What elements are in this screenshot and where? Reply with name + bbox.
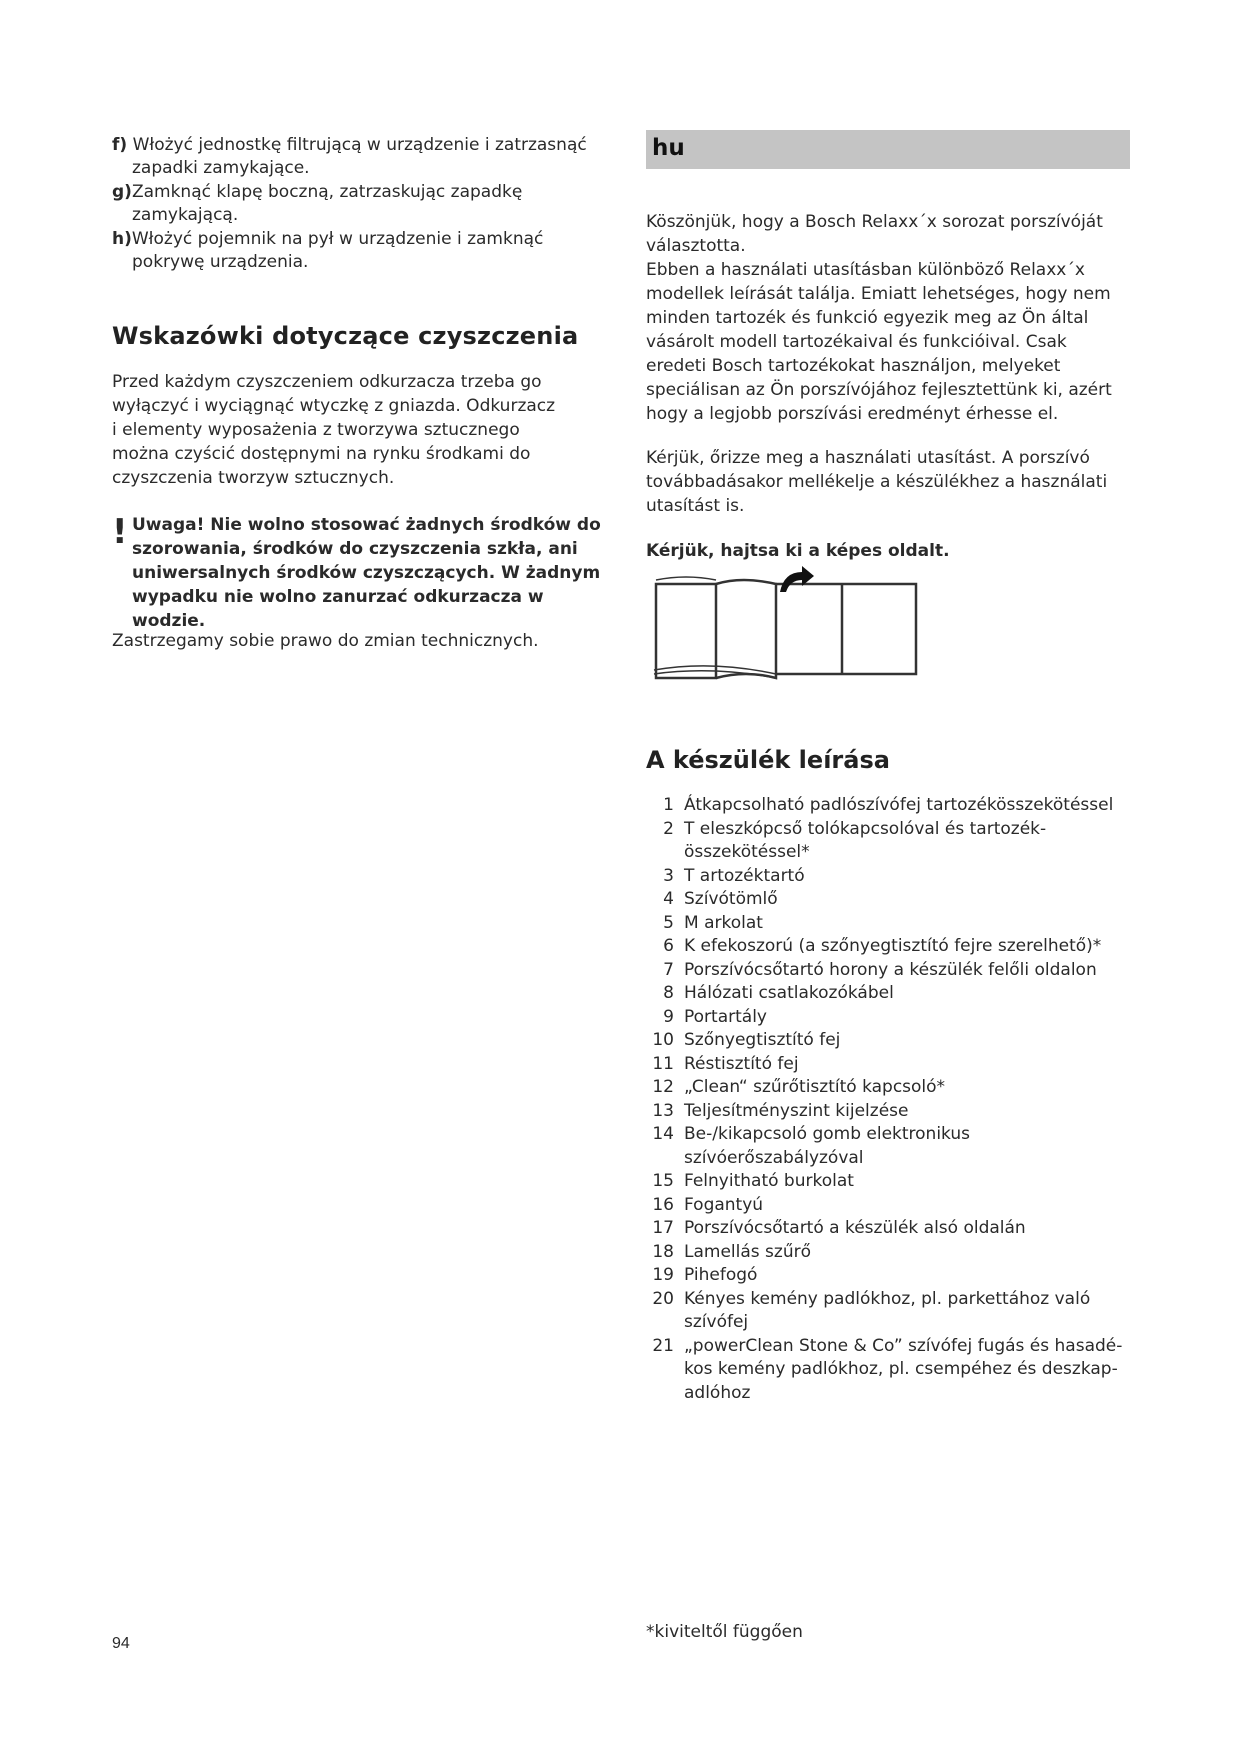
legend-item — [646, 1006, 1136, 1030]
legend-text: Felnyitható burkolat — [684, 1171, 854, 1191]
legend-number: 10 — [652, 1030, 674, 1050]
legend-text: összekötéssel* — [684, 842, 810, 862]
legend-item — [646, 1029, 1136, 1053]
curved-arrow-icon — [780, 566, 814, 592]
legend-text: Teljesítményszint kijelzése — [684, 1100, 909, 1121]
legend-text: Porszívócsőtartó a készülék alsó oldalán — [684, 1218, 1026, 1238]
legend-item — [646, 818, 1136, 842]
legend-text: Pihefogó — [684, 1265, 758, 1285]
legend-item — [646, 1100, 1136, 1124]
legend-text: Fogantyú — [684, 1194, 764, 1215]
legend-item — [646, 1264, 1136, 1288]
legend-text: „powerClean Stone & Co” szívófej fugás és hasadé- — [684, 1335, 1123, 1356]
legend-number: 16 — [652, 1194, 674, 1215]
step-h — [112, 228, 602, 274]
legend-item — [646, 1194, 1136, 1218]
legend-number: 11 — [652, 1053, 674, 1074]
legend-text: Porszívócsőtartó horony a készülék felőli oldalon — [684, 959, 1097, 980]
legend-number — [646, 1311, 674, 1335]
legend-text: Portartály — [684, 1006, 767, 1027]
step-text: Włożyć pojemnik na pył w urządzenie i zamknąć — [131, 229, 544, 249]
warning-block — [112, 513, 602, 633]
step-g — [112, 181, 602, 227]
step-f — [112, 134, 602, 180]
legend-item — [646, 1147, 1136, 1171]
legend-number — [646, 1147, 674, 1171]
legend-item — [646, 1288, 1136, 1312]
warning-icon: ! — [112, 512, 128, 552]
legend-text: Szívótömlő — [684, 889, 778, 909]
footnote: *kiviteltől függően — [646, 1622, 803, 1642]
legend-number — [646, 841, 674, 865]
device-description-heading: A készülék leírása — [646, 746, 890, 774]
legend-number: 7 — [663, 959, 674, 980]
legend-text: T artozéktartó — [684, 865, 805, 886]
legend-text: kos kemény padlókhoz, pl. csempéhez és deszkap- — [684, 1359, 1118, 1379]
legend-number: 21 — [652, 1335, 674, 1356]
legend-item — [646, 888, 1136, 912]
cleaning-text: Przed każdym czyszczeniem odkurzacza trzeba go wyłączyć i wyciągnąć wtyczkę z gniazda. Odkurzacz i elementy wyposażenia z tworzywa sztucznego można czyścić dostępnymi na rynku środkami do czyszczenia tworzyw sztucznych. — [112, 372, 556, 488]
legend-number: 1 — [663, 795, 674, 815]
legend-text: Kényes kemény padlókhoz, pl. parkettához való — [684, 1288, 1091, 1309]
page-panel — [656, 584, 716, 678]
legend-number: 8 — [663, 983, 674, 1003]
intro-keep-manual: Kérjük, őrizze meg a használati utasítást. A porszívó továbbadásakor mellékelje a készülékhez a használati utasítást is. — [646, 448, 1108, 516]
legend-number: 2 — [663, 818, 674, 839]
legend-item — [646, 1170, 1136, 1194]
technical-changes-note: Zastrzegamy sobie prawo do zmian technicznych. — [112, 631, 539, 651]
legend-item — [646, 1241, 1136, 1265]
legend-item — [646, 1217, 1136, 1241]
legend-item — [646, 1382, 1136, 1406]
intro-models: Ebben a használati utasításban különböző Relaxx´x modellek leírását találja. Emiatt lehetséges, hogy nem minden tartozék és funkció egyezik meg az Ön által vásárolt modell tartozékaival és funkcióival. Csak eredeti Bosch tartozékokat használjon, melyeket speciálisan az Ön porszívójához fejlesztettünk ki, azért hogy a legjobb porszívási eredményt érhesse el. — [646, 260, 1112, 424]
legend-number: 13 — [652, 1100, 674, 1121]
warning-text: Uwaga! Nie wolno stosować żadnych środków do szorowania, środków do czyszczenia szkła, ani uniwersalnych środków czyszczących. W żadnym wypadku nie wolno zanurzać odkurzacza w wodzie. — [132, 515, 601, 631]
legend-item — [646, 935, 1136, 959]
step-key: h) — [112, 229, 132, 249]
legend-item — [646, 912, 1136, 936]
legend-number: 9 — [663, 1006, 674, 1027]
legend-item — [646, 1335, 1136, 1359]
step-text-cont: pokrywę urządzenia. — [132, 252, 309, 272]
language-code: hu — [652, 135, 685, 161]
step-text: Zamknąć klapę boczną, zatrzaskując zapadkę — [131, 182, 523, 202]
legend-item — [646, 1358, 1136, 1382]
legend-text: szívóerőszabályzóval — [684, 1147, 864, 1168]
legend-item — [646, 1076, 1136, 1100]
legend-item — [646, 1053, 1136, 1077]
legend-item — [646, 794, 1136, 818]
legend-number: 17 — [652, 1218, 674, 1238]
legend-item — [646, 959, 1136, 983]
legend-text: M arkolat — [684, 912, 763, 933]
step-text-cont: zamykającą. — [132, 205, 239, 225]
legend-number: 4 — [663, 889, 674, 909]
fold-out-panel — [776, 584, 916, 674]
language-bar — [646, 130, 1130, 169]
legend-text: Hálózati csatlakozókábel — [684, 983, 894, 1003]
legend-number: 3 — [663, 865, 674, 886]
legend-text: T eleszkópcső tolókapcsolóval és tartozék- — [684, 818, 1047, 839]
legend-text: szívófej — [684, 1312, 749, 1332]
fold-instruction: Kérjük, hajtsa ki a képes oldalt. — [646, 541, 950, 561]
step-key: f) — [112, 135, 128, 155]
legend-number: 6 — [663, 936, 674, 956]
legend-item — [646, 865, 1136, 889]
legend-number: 12 — [652, 1077, 674, 1097]
legend-number: 20 — [652, 1288, 674, 1309]
page-panel — [716, 580, 776, 678]
legend-text: Réstisztító fej — [684, 1053, 799, 1074]
legend-text: K efekoszorú (a szőnyegtisztító fejre szerelhető)* — [684, 936, 1102, 956]
step-text-cont: zapadki zamykające. — [132, 158, 310, 178]
legend-text: Be-/kikapcsoló gomb elektronikus — [684, 1124, 971, 1144]
legend-item — [646, 1123, 1136, 1147]
intro-thanks: Köszönjük, hogy a Bosch Relaxx´x sorozat porszívóját választotta. — [646, 212, 1103, 256]
legend-number — [646, 1382, 674, 1406]
legend-number — [646, 1358, 674, 1382]
legend-text: Lamellás szűrő — [684, 1241, 811, 1262]
parts-legend — [646, 794, 1136, 1405]
page-number: 94 — [112, 1635, 130, 1652]
step-text: Włożyć jednostkę filtrującą w urządzenie i zatrzasnąć — [132, 135, 587, 155]
legend-number: 18 — [652, 1241, 674, 1262]
step-key: g) — [112, 182, 132, 202]
legend-number: 19 — [652, 1265, 674, 1285]
legend-text: adlóhoz — [684, 1382, 751, 1403]
legend-number: 15 — [652, 1171, 674, 1191]
legend-text: „Clean“ szűrőtisztító kapcsoló* — [684, 1077, 946, 1097]
legend-number: 14 — [652, 1124, 674, 1144]
legend-number: 5 — [663, 912, 674, 933]
legend-text: Szőnyegtisztító fej — [684, 1030, 841, 1050]
cleaning-heading: Wskazówki dotyczące czyszczenia — [112, 322, 579, 350]
legend-text: Átkapcsolható padlószívófej tartozékösszekötéssel — [684, 795, 1114, 815]
legend-item — [646, 982, 1136, 1006]
fold-out-page-illustration — [652, 566, 922, 686]
legend-item — [646, 1311, 1136, 1335]
legend-item — [646, 841, 1136, 865]
